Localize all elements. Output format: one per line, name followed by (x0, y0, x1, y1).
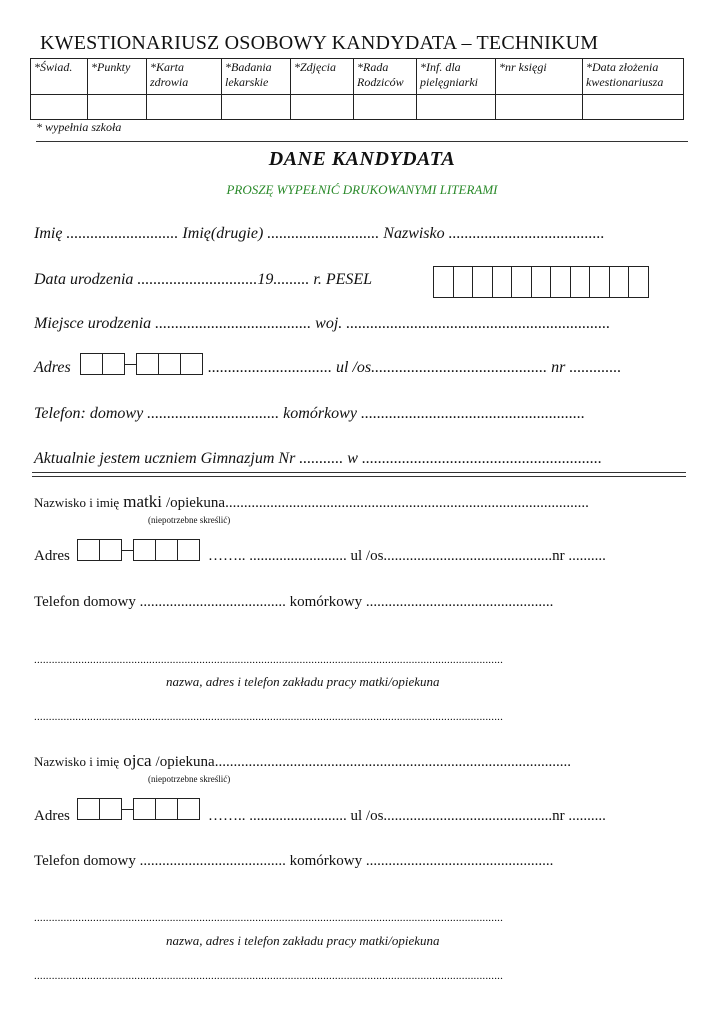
table-input-cell[interactable] (147, 95, 222, 120)
table-input-cell[interactable] (496, 95, 583, 120)
birth-date-field-line[interactable]: Data urodzenia ..............................19......... r. PESEL (34, 271, 373, 288)
pesel-digit-box[interactable] (453, 266, 474, 298)
postal-digit-box[interactable] (99, 539, 122, 561)
table-header-cell: *Zdjęcia (291, 59, 354, 95)
mother-name-suffix: /opiekuna................................................................................................. (165, 495, 589, 511)
table-input-cell[interactable] (291, 95, 354, 120)
mother-name-prefix: Nazwisko i imię (34, 495, 120, 510)
address-field-line[interactable]: ............................... ul /os............................................ nr ............. (208, 359, 622, 376)
pesel-digit-box[interactable] (628, 266, 649, 298)
table-header-cell: *Punkty (88, 59, 147, 95)
pesel-digit-box[interactable] (511, 266, 532, 298)
father-address-label: Adres (34, 808, 70, 824)
postal-digit-box[interactable] (155, 798, 178, 820)
table-header-cell: *Karta zdrowia (147, 59, 222, 95)
name-field-line[interactable]: Imię ............................ Imię(drugie) ............................ Nazwisko ....................................... (34, 225, 605, 242)
pesel-digit-box[interactable] (550, 266, 571, 298)
school-field-line[interactable]: Aktualnie jestem uczniem Gimnazjum Nr ........... w ............................................................ (34, 450, 602, 467)
table-input-row (31, 95, 684, 120)
father-name-word: ojca (123, 751, 152, 770)
father-phone-field-line[interactable]: Telefon domowy ....................................... komórkowy .................................................. (34, 853, 554, 869)
double-divider (32, 472, 686, 477)
father-name-prefix: Nazwisko i imię (34, 754, 120, 769)
postal-digit-box[interactable] (180, 353, 203, 375)
school-use-table (30, 58, 684, 120)
postal-digit-box[interactable] (136, 353, 159, 375)
phone-field-line[interactable]: Telefon: domowy ................................. komórkowy ........................................................ (34, 405, 585, 422)
mother-work-dotted-line[interactable]: ............................................................................................................................................................... (34, 654, 504, 666)
mother-address-label: Adres (34, 548, 70, 564)
cross-out-hint: (niepotrzebne skreślić) (148, 774, 231, 784)
table-header-cell: *Badania lekarskie (222, 59, 291, 95)
table-input-cell[interactable] (222, 95, 291, 120)
mother-name-field-line[interactable] (34, 492, 589, 512)
table-header-cell: *Świad. (31, 59, 88, 95)
section-subtitle: PROSZĘ WYPEŁNIĆ DRUKOWANYMI LITERAMI (226, 182, 498, 197)
table-header-row (31, 59, 684, 95)
mother-work-dotted-line-2[interactable]: ............................................................................................................................................................... (34, 711, 504, 723)
postal-digit-box[interactable] (99, 798, 122, 820)
cross-out-hint: (niepotrzebne skreślić) (148, 515, 231, 525)
table-header-cell: *Data złożenia kwestionariusza (583, 59, 684, 95)
postal-digit-box[interactable] (177, 539, 200, 561)
father-name-field-line[interactable] (34, 751, 571, 771)
table-header-cell: *Rada Rodziców (354, 59, 417, 95)
postal-digit-box[interactable] (155, 539, 178, 561)
postal-digit-box[interactable] (77, 798, 100, 820)
father-work-caption: nazwa, adres i telefon zakładu pracy matki/opiekuna (166, 933, 440, 948)
mother-phone-field-line[interactable]: Telefon domowy ....................................... komórkowy .................................................. (34, 594, 554, 610)
mother-address-field-line[interactable]: …….. .......................... ul /os.............................................nr .......... (208, 548, 606, 564)
table-input-cell[interactable] (88, 95, 147, 120)
pesel-digit-box[interactable] (531, 266, 552, 298)
birth-place-field-line[interactable]: Miejsce urodzenia ....................................... woj. .................................................................. (34, 315, 611, 332)
table-header-cell: *Inf. dla pielęgniarki (417, 59, 496, 95)
postal-digit-box[interactable] (133, 798, 156, 820)
pesel-digit-box[interactable] (589, 266, 610, 298)
pesel-digit-box[interactable] (570, 266, 591, 298)
postal-digit-box[interactable] (133, 539, 156, 561)
pesel-digit-box[interactable] (433, 266, 454, 298)
address-label: Adres (34, 359, 71, 376)
postal-digit-box[interactable] (80, 353, 103, 375)
father-work-dotted-line-2[interactable]: ............................................................................................................................................................... (34, 970, 504, 982)
table-input-cell[interactable] (31, 95, 88, 120)
father-address-field-line[interactable]: …….. .......................... ul /os.............................................nr .......... (208, 808, 606, 824)
table-input-cell[interactable] (583, 95, 684, 120)
pesel-digit-box[interactable] (472, 266, 493, 298)
table-input-cell[interactable] (417, 95, 496, 120)
father-name-suffix: /opiekuna............................................................................................... (155, 754, 571, 770)
postal-code-boxes[interactable] (81, 353, 203, 375)
mother-name-word: matki (123, 492, 162, 511)
postal-digit-box[interactable] (102, 353, 125, 375)
postal-digit-box[interactable] (177, 798, 200, 820)
pesel-boxes[interactable] (434, 266, 649, 298)
table-input-cell[interactable] (354, 95, 417, 120)
divider (36, 141, 688, 142)
school-fill-note: * wypełnia szkoła (36, 120, 122, 134)
mother-work-caption: nazwa, adres i telefon zakładu pracy matki/opiekuna (166, 674, 440, 689)
form-title: KWESTIONARIUSZ OSOBOWY KANDYDATA – TECHNIKUM (40, 32, 599, 54)
pesel-digit-box[interactable] (492, 266, 513, 298)
mother-postal-code-boxes[interactable] (78, 539, 200, 561)
father-postal-code-boxes[interactable] (78, 798, 200, 820)
postal-digit-box[interactable] (158, 353, 181, 375)
pesel-digit-box[interactable] (609, 266, 630, 298)
section-title: DANE KANDYDATA (268, 148, 456, 170)
table-header-cell: *nr księgi (496, 59, 583, 95)
postal-digit-box[interactable] (77, 539, 100, 561)
father-work-dotted-line[interactable]: ............................................................................................................................................................... (34, 912, 504, 924)
